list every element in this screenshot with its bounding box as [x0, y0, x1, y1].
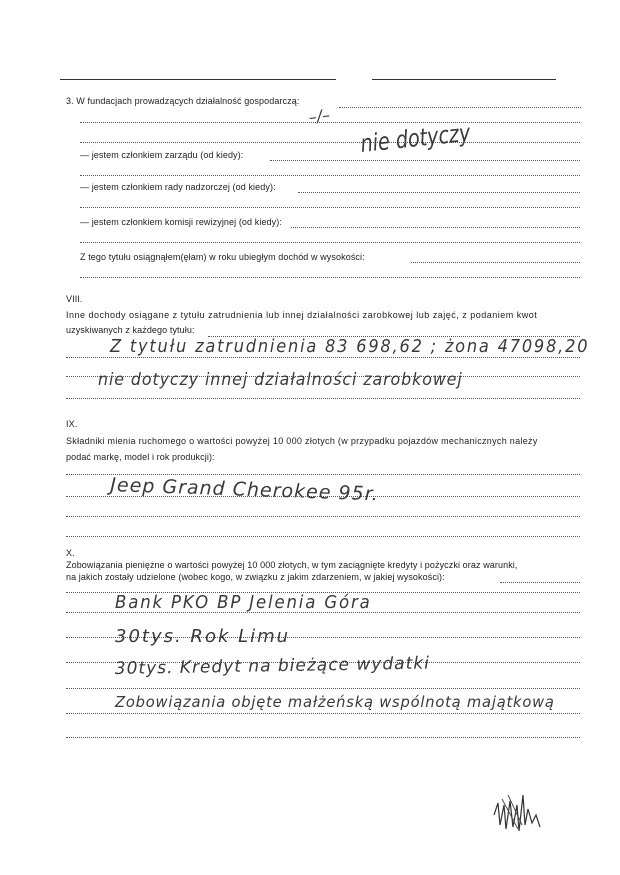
- dotted-line: [411, 262, 580, 263]
- section8-number: VIII.: [66, 294, 83, 304]
- dotted-line: [66, 398, 580, 399]
- section10-text-2: na jakich zostały udzielone (wobec kogo, w związku z jakim zdarzeniem, w jakiej wysokości):: [66, 572, 445, 582]
- handwritten-not-applicable: nie dotyczy: [359, 118, 472, 158]
- dotted-line: [66, 357, 580, 358]
- handwritten-obligations-note: Zobowiązania objęte małżeńską wspólnotą majątkową: [115, 693, 555, 711]
- dotted-line: [66, 516, 580, 517]
- top-rule-left: [60, 79, 336, 80]
- dotted-line: [80, 207, 580, 208]
- dotted-line: [80, 142, 580, 143]
- audit-member-label: — jestem członkiem komisji rewizyjnej (od kiedy):: [80, 217, 282, 227]
- signature: [488, 785, 548, 840]
- section9-text-1: Składniki mienia ruchomego o wartości powyżej 10 000 złotych (w przypadku pojazdów mechanicznych należy: [66, 436, 538, 446]
- section8-text-1: Inne dochody osiągane z tytułu zatrudnienia lub innej działalności zarobkowej lub zajęć, z podaniem kwot: [66, 310, 538, 320]
- income-label: Z tego tytułu osiągnąłem(ęłam) w roku ubiegłym dochód w wysokości:: [80, 252, 365, 262]
- section8-text-2: uzyskiwanych z każdego tytułu:: [66, 325, 195, 335]
- dotted-line: [66, 688, 580, 689]
- dotted-line: [80, 175, 580, 176]
- handwritten-employment-income: Z tytułu zatrudnienia 83 698,62 ; żona 47098,20: [110, 336, 590, 357]
- handwritten-dash: –/–: [307, 105, 332, 127]
- handwritten-loan-2: 30tys. Kredyt na bieżące wydatki: [114, 653, 431, 679]
- top-rule-right: [372, 79, 556, 80]
- handwritten-loan-1: 30tys. Rok Limu: [115, 626, 291, 647]
- dotted-line: [339, 107, 581, 108]
- dotted-line: [298, 192, 580, 193]
- handwritten-vehicle: Jeep Grand Cherokee 95r.: [110, 474, 380, 506]
- board-member-label: — jestem członkiem zarządu (od kiedy):: [80, 150, 244, 160]
- dotted-line: [66, 536, 580, 537]
- dotted-line: [291, 227, 580, 228]
- dotted-line: [66, 737, 580, 738]
- section3-title: 3. W fundacjach prowadzących działalność gospodarczą:: [66, 96, 300, 106]
- dotted-line: [500, 582, 580, 583]
- section9-text-2: podać markę, model i rok produkcji):: [66, 452, 215, 462]
- supervisory-member-label: — jestem członkiem rady nadzorczej (od kiedy):: [80, 182, 276, 192]
- handwritten-no-other-activity: nie dotyczy innej działalności zarobkowej: [98, 370, 463, 390]
- section9-number: IX.: [66, 419, 78, 429]
- handwritten-bank: Bank PKO BP Jelenia Góra: [115, 592, 372, 613]
- section10-text-1: Zobowiązania pieniężne o wartości powyżej 10 000 złotych, w tym zaciągnięte kredyty i pożyczki oraz warunki,: [66, 560, 518, 570]
- dotted-line: [270, 160, 580, 161]
- section10-number: X.: [66, 548, 75, 558]
- dotted-line: [66, 713, 580, 714]
- dotted-line: [80, 242, 580, 243]
- dotted-line: [80, 277, 580, 278]
